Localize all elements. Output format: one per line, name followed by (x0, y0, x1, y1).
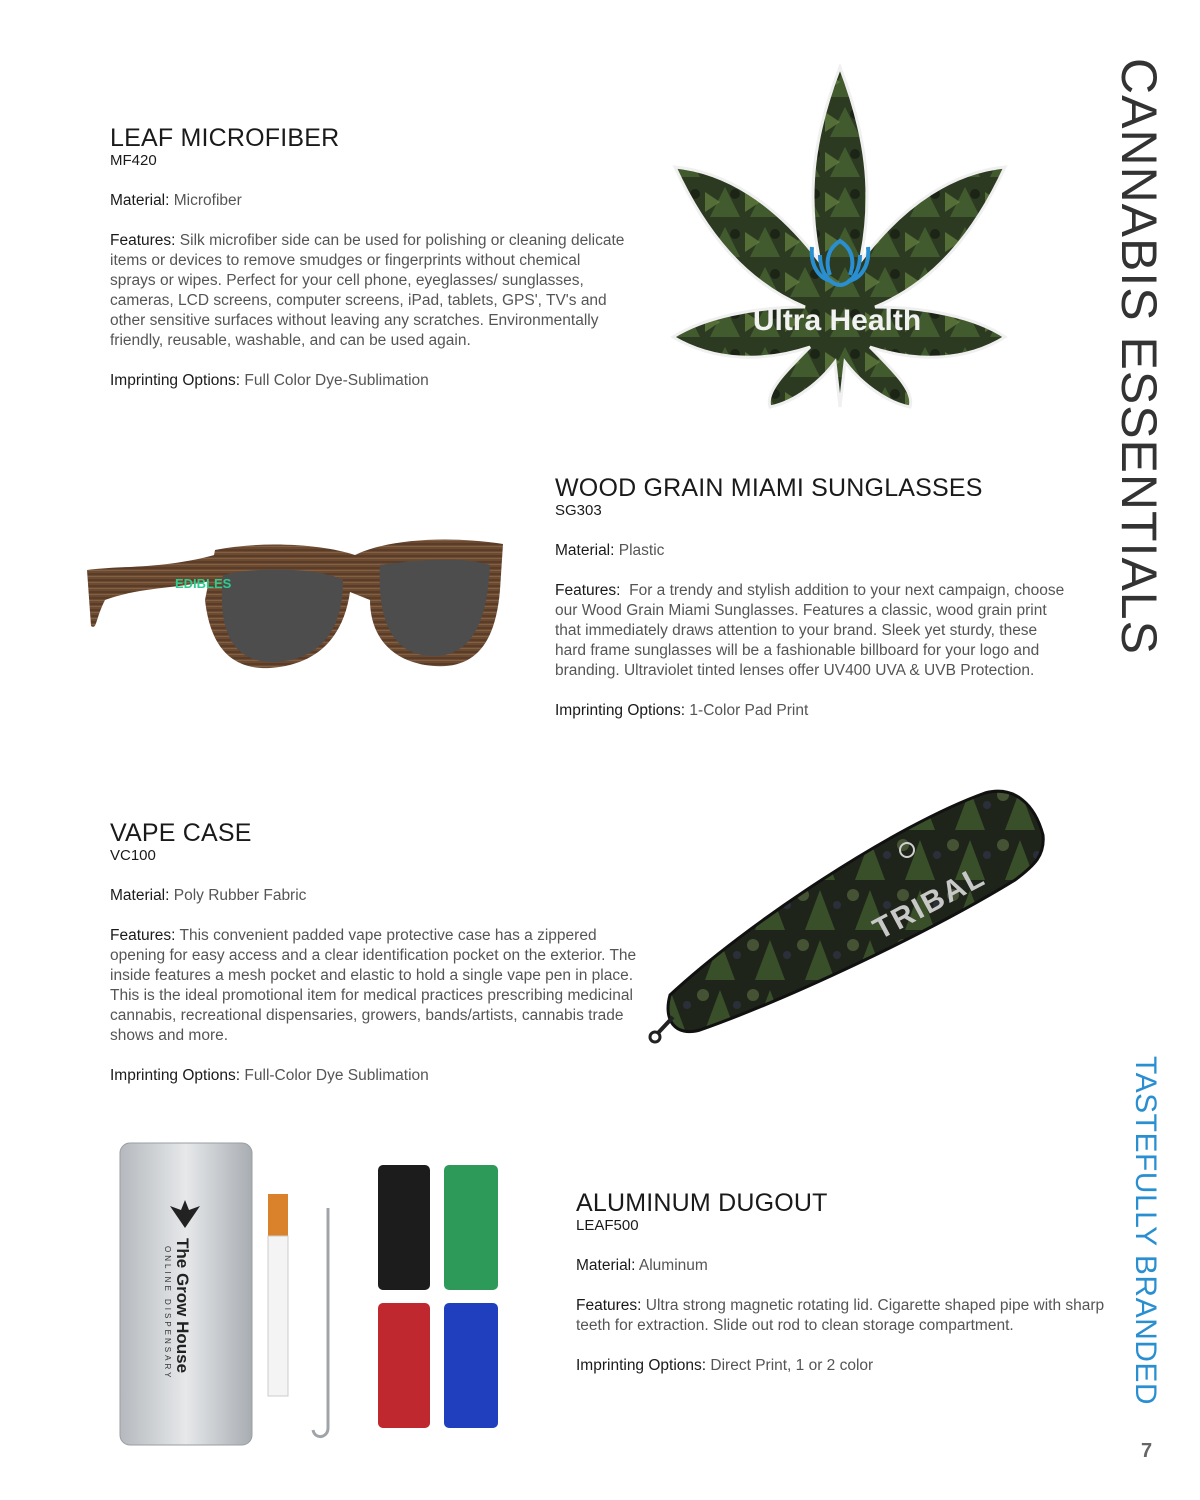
product-material: Material: Poly Rubber Fabric (110, 887, 307, 904)
product-title: ALUMINUM DUGOUT (576, 1189, 828, 1217)
product-title: VAPE CASE (110, 819, 252, 847)
product-title: LEAF MICROFIBER (110, 124, 340, 152)
product-features: Features: Silk microfiber side can be used for polishing or cleaning delicate items or devices to remove smudges or fingerprints without chemical sprays or wipes. Perfect for your cell phone, eyeglasses/ sunglasses, cameras, LCD screens, computer screens, iPad, tablets, GPS', TV's and other sensitive surfaces without leaving any scratches. Environmentally friendly, reusable, washable, and can be used again. (110, 232, 625, 349)
page-number: 7 (1141, 1440, 1153, 1462)
vape-logo-text: TRIBAL (867, 859, 991, 947)
product-sku: LEAF500 (576, 1217, 639, 1234)
product-vape-case (110, 820, 640, 1086)
product-material: Material: Aluminum (576, 1257, 708, 1274)
sunglasses-image (85, 530, 505, 680)
dugout-logo-subtext: ONLINE DISPENSARY (163, 1246, 172, 1381)
product-leaf-microfiber (110, 125, 630, 391)
product-sunglasses (555, 475, 1065, 721)
product-imprint: Imprinting Options: Full-Color Dye Sublimation (110, 1067, 429, 1084)
product-features: Features: This convenient padded vape protective case has a zippered opening for easy access and a clear identification pocket on the exterior. The inside features a mesh pocket and elastic to hold a single vape pen in place. This is the ideal promotional item for medical practices prescribing medicinal cannabis, recreational dispensaries, growers, bands/artists, cannabis trade shows and more. (110, 927, 637, 1044)
product-imprint: Imprinting Options: Full Color Dye-Sublimation (110, 372, 429, 389)
product-aluminum-dugout (576, 1190, 1106, 1376)
vape-case-image (645, 785, 1050, 1050)
product-material: Material: Plastic (555, 542, 665, 559)
dugout-logo-text: The Grow House (173, 1238, 192, 1374)
side-title: CANNABIS ESSENTIALS (1111, 58, 1167, 655)
product-sku: VC100 (110, 847, 156, 864)
sunglasses-logo-text: EDIBLES (175, 576, 232, 591)
product-sku: MF420 (110, 152, 157, 169)
side-subtitle: TASTEFULLY BRANDED (1129, 1056, 1162, 1406)
product-material: Material: Microfiber (110, 192, 242, 209)
leaf-microfiber-image (665, 62, 1015, 412)
dugout-image (115, 1138, 510, 1453)
product-sku: SG303 (555, 502, 602, 519)
product-imprint: Imprinting Options: 1-Color Pad Print (555, 702, 809, 719)
product-title: WOOD GRAIN MIAMI SUNGLASSES (555, 474, 983, 502)
product-features: Features: For a trendy and stylish addition to your next campaign, choose our Wood Grain Miami Sunglasses. Features a classic, wood grain print that immediately draws attention to your brand. Sleek yet sturdy, these hard frame sunglasses will be a fashionable billboard for your logo and branding. Ultraviolet tinted lenses offer UV400 UVA & UVB Protection. (555, 582, 1065, 679)
product-features: Features: Ultra strong magnetic rotating lid. Cigarette shaped pipe with sharp teeth for extraction. Slide out rod to clean storage compartment. (576, 1297, 1105, 1334)
product-imprint: Imprinting Options: Direct Print, 1 or 2 color (576, 1357, 874, 1374)
leaf-logo-text: Ultra Health (752, 304, 922, 337)
